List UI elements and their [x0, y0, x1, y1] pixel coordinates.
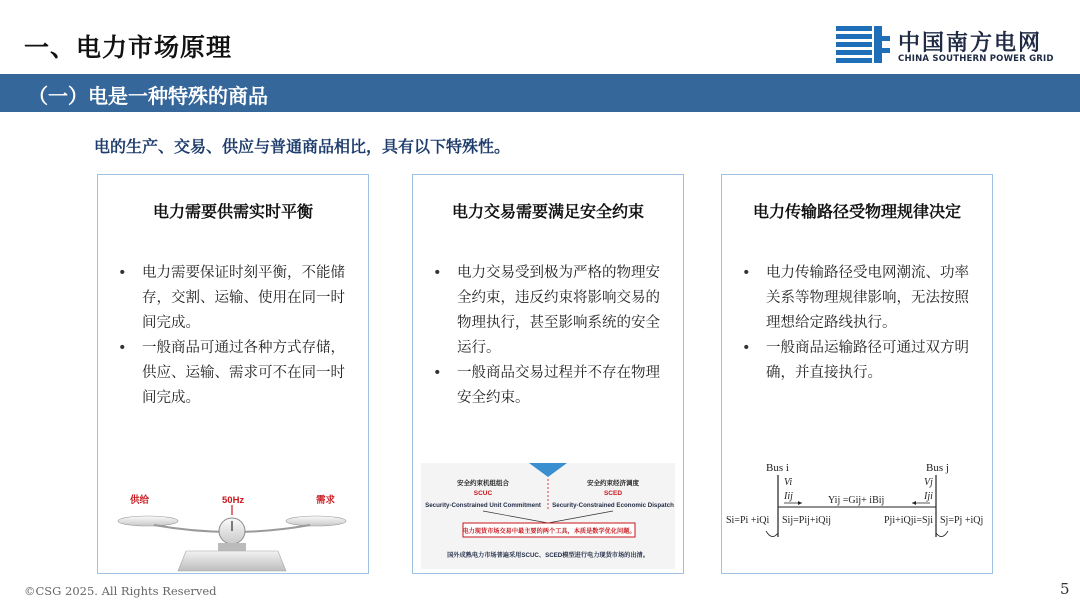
injection-i: Si=Pi +iQi: [726, 515, 770, 526]
power-flow-diagram: [722, 461, 992, 573]
bullet-item: • 一般商品可通过各种方式存储，供应、运输、需求可不在同一时间完成。: [112, 336, 354, 411]
card-bullet-list: [427, 261, 669, 411]
voltage-i: Vi: [784, 477, 793, 488]
bus-j-label: Bus j: [926, 462, 949, 474]
section-bar: [0, 74, 1080, 112]
copyright-text: ©CSG 2025. All Rights Reserved: [24, 584, 217, 598]
frequency-label: 50Hz: [222, 495, 245, 506]
card-bullet-list: [736, 261, 978, 386]
page-number: 5: [1060, 580, 1070, 598]
supply-label: 供给: [130, 495, 150, 506]
tools-note: 电力现货市场交易中最主要的两个工具，本质是数学优化问题。: [462, 528, 636, 535]
card-bullet-list: [112, 261, 354, 411]
card-security-constraints: [412, 174, 684, 574]
scuc-en-label: Security-Constrained Unit Commitment: [425, 502, 541, 509]
admittance-label: Yij =Gij+ iBij: [828, 495, 885, 506]
card-physical-transmission: [721, 174, 993, 574]
scuc-sced-diagram: [413, 457, 683, 573]
sced-cn-label: 安全约束经济调度: [587, 480, 639, 487]
injection-j: Sj=Pj +iQj: [940, 515, 984, 526]
balance-scale-illustration: [98, 483, 368, 573]
card-title: 电力传输路径受物理规律决定: [752, 202, 961, 221]
sced-abbr: SCED: [603, 490, 623, 497]
flow-ij: Sij=Pij+iQij: [782, 515, 832, 526]
card-supply-demand-balance: [97, 174, 369, 574]
flow-ji: Pji+iQji=Sji: [884, 515, 934, 526]
demand-label: 需求: [316, 495, 336, 506]
card-title: 电力交易需要满足安全约束: [451, 202, 644, 221]
csg-logo-icon: [836, 24, 890, 66]
logo-chinese-name: 中国南方电网: [898, 31, 1043, 56]
market-note: 国外成熟电力市场普遍采用SCUC、SCED模型进行电力现货市场的出清。: [447, 552, 649, 559]
bullet-item: • 电力交易受到极为严格的物理安全约束，违反约束将影响交易的物理执行，甚至影响系统的安全运行。: [427, 261, 669, 361]
bullet-item: • 电力需要保证时刻平衡，不能储存，交割、运输、使用在同一时间完成。: [112, 261, 354, 336]
intro-text: 电的生产、交易、供应与普通商品相比，具有以下特殊性。: [94, 137, 511, 156]
card-title: 电力需要供需实时平衡: [152, 202, 313, 221]
bullet-item: • 电力传输路径受电网潮流、功率关系等物理规律影响，无法按照理想给定路线执行。: [736, 261, 978, 336]
sced-en-label: Security-Constrained Economic Dispatch: [552, 502, 674, 509]
voltage-j: Vj: [924, 477, 933, 488]
current-ij: Iij: [784, 491, 793, 502]
scuc-abbr: SCUC: [473, 490, 493, 497]
current-ji: Iji: [924, 491, 933, 502]
bus-i-label: Bus i: [766, 462, 789, 474]
company-logo: [836, 24, 1062, 68]
logo-english-name: CHINA SOUTHERN POWER GRID: [898, 54, 1054, 64]
scuc-cn-label: 安全约束机组组合: [457, 480, 509, 487]
section-title: （一）电是一种特殊的商品: [28, 84, 268, 108]
page-title: 一、电力市场原理: [24, 33, 233, 62]
bullet-item: • 一般商品交易过程并不存在物理安全约束。: [427, 361, 669, 411]
bullet-item: • 一般商品运输路径可通过双方明确，并直接执行。: [736, 336, 978, 386]
